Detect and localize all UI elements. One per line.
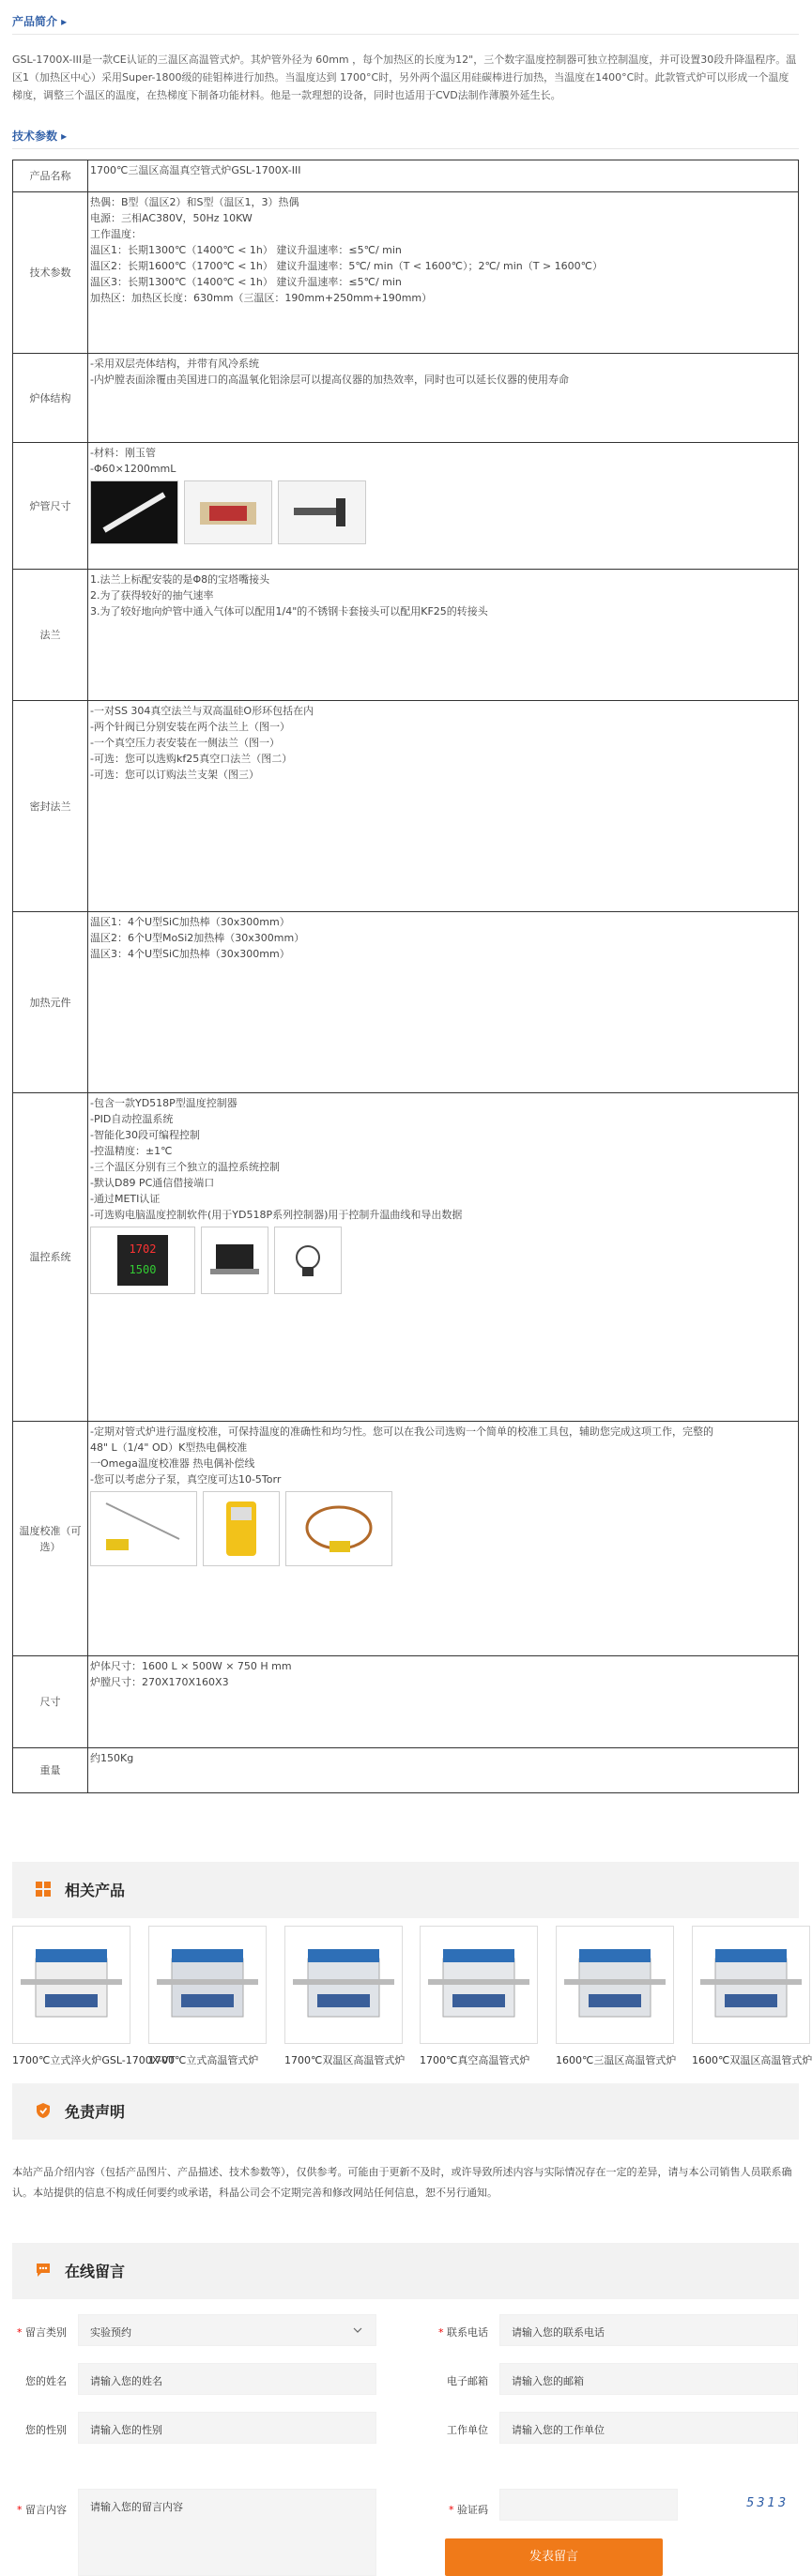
spec-line: -可选：您可以选购kf25真空口法兰（图二） (90, 753, 293, 765)
intro-text: GSL-1700X-III是一款CE认证的三温区高温管式炉。其炉管外径为 60mm ，每个加热区的长度为12"，三个数字温度控制器可独立控制温度，并可设置30段升降温程序。温区1（加热区中心）采用Super-1800级的硅钼棒进行加热。当温度达到 1700°C时，另外两个温区用硅碳棒进行加热，当温度在1400°C时。此款管式炉可以形成一个温度梯度，调整三个温区的温度，在热梯度下制备功能材料。他是一款理想的设备，同时也适用于CVD法制作薄膜外延生长。 (12, 53, 797, 101)
product-thumbnail[interactable] (692, 1926, 810, 2044)
related-product[interactable] (420, 1926, 538, 2067)
spec-line: 温区1：4个U型SiC加热棒（30x300mm） (90, 916, 290, 928)
spec-table (12, 160, 799, 1793)
spec-row (13, 701, 799, 912)
tube-holder-photo (184, 480, 272, 544)
spec-row (13, 443, 799, 570)
spec-row-label: 技术参数 (13, 192, 88, 354)
spec-line: 加热区：加热区长度：630mm（三温区：190mm+250mm+190mm） (90, 292, 433, 304)
spec-line: -通过METI认证 (90, 1193, 161, 1205)
spec-row-value (88, 912, 799, 1093)
spec-line: 温区2：长期1600℃（1700℃ < 1h） 建议升温速率：5℃/ min（T < 1600℃）；2℃/ min（T > 1600℃） (90, 260, 604, 272)
disclaimer-text: 本站产品介绍内容（包括产品图片、产品描述、技术参数等），仅供参考。可能由于更新不及时，或许导致所述内容与实际情况存在一定的差异，请与本公司销售人员联系确认。本站提供的信息不构成任何要约或承诺，科晶公司会不定期完善和修改网站任何信息，恕不另行通知。 (12, 2166, 792, 2199)
spec-line: -Φ60×1200mmL (90, 463, 176, 475)
related-title: 相关产品 (65, 1882, 126, 1899)
spec-line: 约150Kg (90, 1752, 134, 1764)
product-thumbnail[interactable] (420, 1926, 538, 2044)
spec-row (13, 912, 799, 1093)
compensation-wire-photo (285, 1491, 392, 1566)
spec-line: -可选购电脑温度控制软件(用于YD518P系列控制器)用于控制升温曲线和导出数据 (90, 1209, 463, 1221)
spec-line: -包含一款YD518P型温度控制器 (90, 1097, 237, 1109)
controller-readout-bottom: 1500 (129, 1263, 157, 1276)
chevron-down-icon (353, 2326, 362, 2334)
spec-heading (12, 128, 799, 149)
product-name[interactable]: 1700℃真空高温管式炉 (420, 2054, 530, 2066)
product-name[interactable]: 1700℃立式高温管式炉 (148, 2054, 259, 2066)
product-name[interactable]: 1600℃三温区高温管式炉 (556, 2054, 677, 2066)
spec-line: 1700℃三温区高温真空管式炉GSL-1700X-III (90, 164, 301, 176)
spec-line: 一Omega温度校准器 热电偶补偿线 (90, 1457, 255, 1470)
spec-row-value (88, 701, 799, 912)
tube-tool-photo (278, 480, 366, 544)
related-product[interactable] (692, 1926, 810, 2067)
spec-row-value (88, 354, 799, 443)
product-name[interactable]: 1700℃立式淬火炉GSL-1700X-VT (12, 2054, 176, 2066)
spec-row-label: 密封法兰 (13, 701, 88, 912)
spec-line: -三个温区分别有三个独立的温控系统控制 (90, 1161, 280, 1173)
spec-line: 3.为了较好地向炉管中通入气体可以配用1/4"的不锈钢卡套接头可以配用KF25的转接头 (90, 605, 488, 617)
spec-row-value (88, 1422, 799, 1656)
spec-row-value (88, 1656, 799, 1748)
spec-row (13, 1093, 799, 1422)
laptop-photo (201, 1227, 268, 1294)
spec-row-label: 温度校准（可选） (13, 1422, 88, 1656)
intro-heading (12, 13, 799, 35)
spec-row-label: 炉体结构 (13, 354, 88, 443)
type-select[interactable] (78, 2314, 376, 2346)
cable-photo (274, 1227, 342, 1294)
spec-line: 温区2：6个U型MoSi2加热棒（30x300mm） (90, 932, 305, 944)
spec-row-label: 尺寸 (13, 1656, 88, 1748)
spec-line: 温区3：4个U型SiC加热棒（30x300mm） (90, 948, 290, 960)
spec-line: -可选：您可以订购法兰支架（图三） (90, 769, 259, 781)
product-name[interactable]: 1700℃双温区高温管式炉 (284, 2054, 406, 2066)
spec-line: 1.法兰上标配安装的是Φ8的宝塔嘴接头 (90, 573, 270, 586)
phone-input[interactable]: 请输入您的联系电话 (499, 2314, 798, 2346)
divider (12, 148, 799, 149)
spec-row-value (88, 443, 799, 570)
spec-row (13, 160, 799, 192)
product-thumbnail[interactable] (284, 1926, 403, 2044)
spec-row (13, 354, 799, 443)
spec-row-label: 法兰 (13, 570, 88, 701)
related-product[interactable] (148, 1926, 267, 2067)
spec-line: -定期对管式炉进行温度校准，可保持温度的准确性和均匀性。您可以在我公司选购一个简单的校准工具包，辅助您完成这项工作，完整的 (90, 1425, 713, 1438)
related-product[interactable] (556, 1926, 677, 2067)
related-header (12, 1862, 799, 1918)
spec-line: -两个针阀已分别安装在两个法兰上（图一） (90, 721, 290, 733)
spec-line: 48" L（1/4" OD）K型热电偶校准 (90, 1441, 248, 1454)
spec-line: 炉体尺寸：1600 L × 500W × 750 H mm (90, 1660, 292, 1672)
form-title: 在线留言 (65, 2263, 126, 2280)
spec-line: -智能化30段可编程控制 (90, 1129, 200, 1141)
gender-label: 您的性别 (25, 2424, 67, 2436)
submit-button[interactable]: 发表留言 (445, 2538, 663, 2576)
controller-photo (90, 1227, 195, 1294)
spec-line: 温区3：长期1300℃（1400℃ < 1h） 建议升温速率：≤5℃/ min (90, 276, 402, 288)
product-thumbnail[interactable] (556, 1926, 674, 2044)
name-input[interactable]: 请输入您的姓名 (78, 2363, 376, 2395)
type-label: * 留言类别 (17, 2326, 67, 2339)
spec-line: -控温精度：±1℃ (90, 1145, 173, 1157)
spec-line: 工作温度： (90, 228, 142, 240)
spec-row-value (88, 192, 799, 354)
shield-icon (35, 2102, 52, 2119)
gender-input[interactable]: 请输入您的性别 (78, 2412, 376, 2444)
spec-line: -内炉膛表面涂覆由美国进口的高温氧化铝涂层可以提高仪器的加热效率，同时也可以延长仪器的使用寿命 (90, 373, 569, 386)
related-product[interactable] (12, 1926, 176, 2067)
type-select-value: 实验预约 (90, 2326, 131, 2339)
spec-line: -一对SS 304真空法兰与双高温硅O形环包括在内 (90, 705, 314, 717)
spec-row (13, 570, 799, 701)
intro-heading-text: 产品简介 ▸ (12, 15, 68, 28)
company-input[interactable]: 请输入您的工作单位 (499, 2412, 798, 2444)
form-header (12, 2243, 799, 2299)
email-input[interactable]: 请输入您的邮箱 (499, 2363, 798, 2395)
tube-photo (90, 480, 178, 544)
related-product[interactable] (284, 1926, 406, 2067)
name-label: 您的姓名 (25, 2375, 67, 2387)
spec-row-label: 产品名称 (13, 160, 88, 192)
spec-heading-text: 技术参数 ▸ (12, 130, 68, 143)
phone-label: * 联系电话 (438, 2326, 488, 2339)
controller-readout-top: 1702 (129, 1242, 157, 1256)
spec-row (13, 1748, 799, 1793)
captcha-input[interactable] (499, 2489, 678, 2521)
spec-row-label: 温控系统 (13, 1093, 88, 1422)
captcha-image[interactable]: 5313 (746, 2496, 789, 2510)
spec-line: -您可以考虑分子泵，真空度可达10-5Torr (90, 1473, 282, 1486)
thermocouple-photo (90, 1491, 197, 1566)
spec-line: -PID自动控温系统 (90, 1113, 174, 1125)
product-thumbnail[interactable] (12, 1926, 130, 2044)
calibrator-photo (203, 1491, 280, 1566)
spec-row-value (88, 1093, 799, 1422)
spec-line: 温区1：长期1300℃（1400℃ < 1h） 建议升温速率：≤5℃/ min (90, 244, 402, 256)
captcha-label: * 验证码 (449, 2504, 488, 2516)
spec-line: -默认D89 PC通信借接端口 (90, 1177, 215, 1189)
grid-icon (35, 1881, 52, 1898)
spec-row-value (88, 160, 799, 192)
chat-icon (35, 2262, 52, 2279)
spec-line: 电源：三相AC380V，50Hz 10KW (90, 212, 253, 224)
spec-row-value (88, 570, 799, 701)
disclaimer-title: 免责声明 (65, 2103, 126, 2121)
email-label: 电子邮箱 (447, 2375, 488, 2387)
spec-line: -采用双层壳体结构，并带有风冷系统 (90, 358, 259, 370)
spec-line: 炉膛尺寸：270X170X160X3 (90, 1676, 229, 1688)
spec-line: 2.为了获得较好的抽气速率 (90, 589, 214, 602)
spec-row-label: 重量 (13, 1748, 88, 1793)
spec-row (13, 1656, 799, 1748)
spec-line: -材料：刚玉管 (90, 447, 156, 459)
company-label: 工作单位 (447, 2424, 488, 2436)
spec-row (13, 1422, 799, 1656)
spec-row-label: 加热元件 (13, 912, 88, 1093)
spec-row-value (88, 1748, 799, 1793)
spec-line: 热偶：B型（温区2）和S型（温区1，3）热偶 (90, 196, 299, 208)
content-textarea[interactable]: 请输入您的留言内容 (78, 2489, 376, 2576)
spec-line: -一个真空压力表安装在一侧法兰（图一） (90, 737, 280, 749)
spec-row-label: 炉管尺寸 (13, 443, 88, 570)
product-thumbnail[interactable] (148, 1926, 267, 2044)
content-label: * 留言内容 (17, 2504, 67, 2516)
product-name[interactable]: 1600℃双温区高温管式炉 (692, 2054, 812, 2066)
divider (12, 34, 799, 35)
disclaimer-header (12, 2083, 799, 2140)
spec-row (13, 192, 799, 354)
